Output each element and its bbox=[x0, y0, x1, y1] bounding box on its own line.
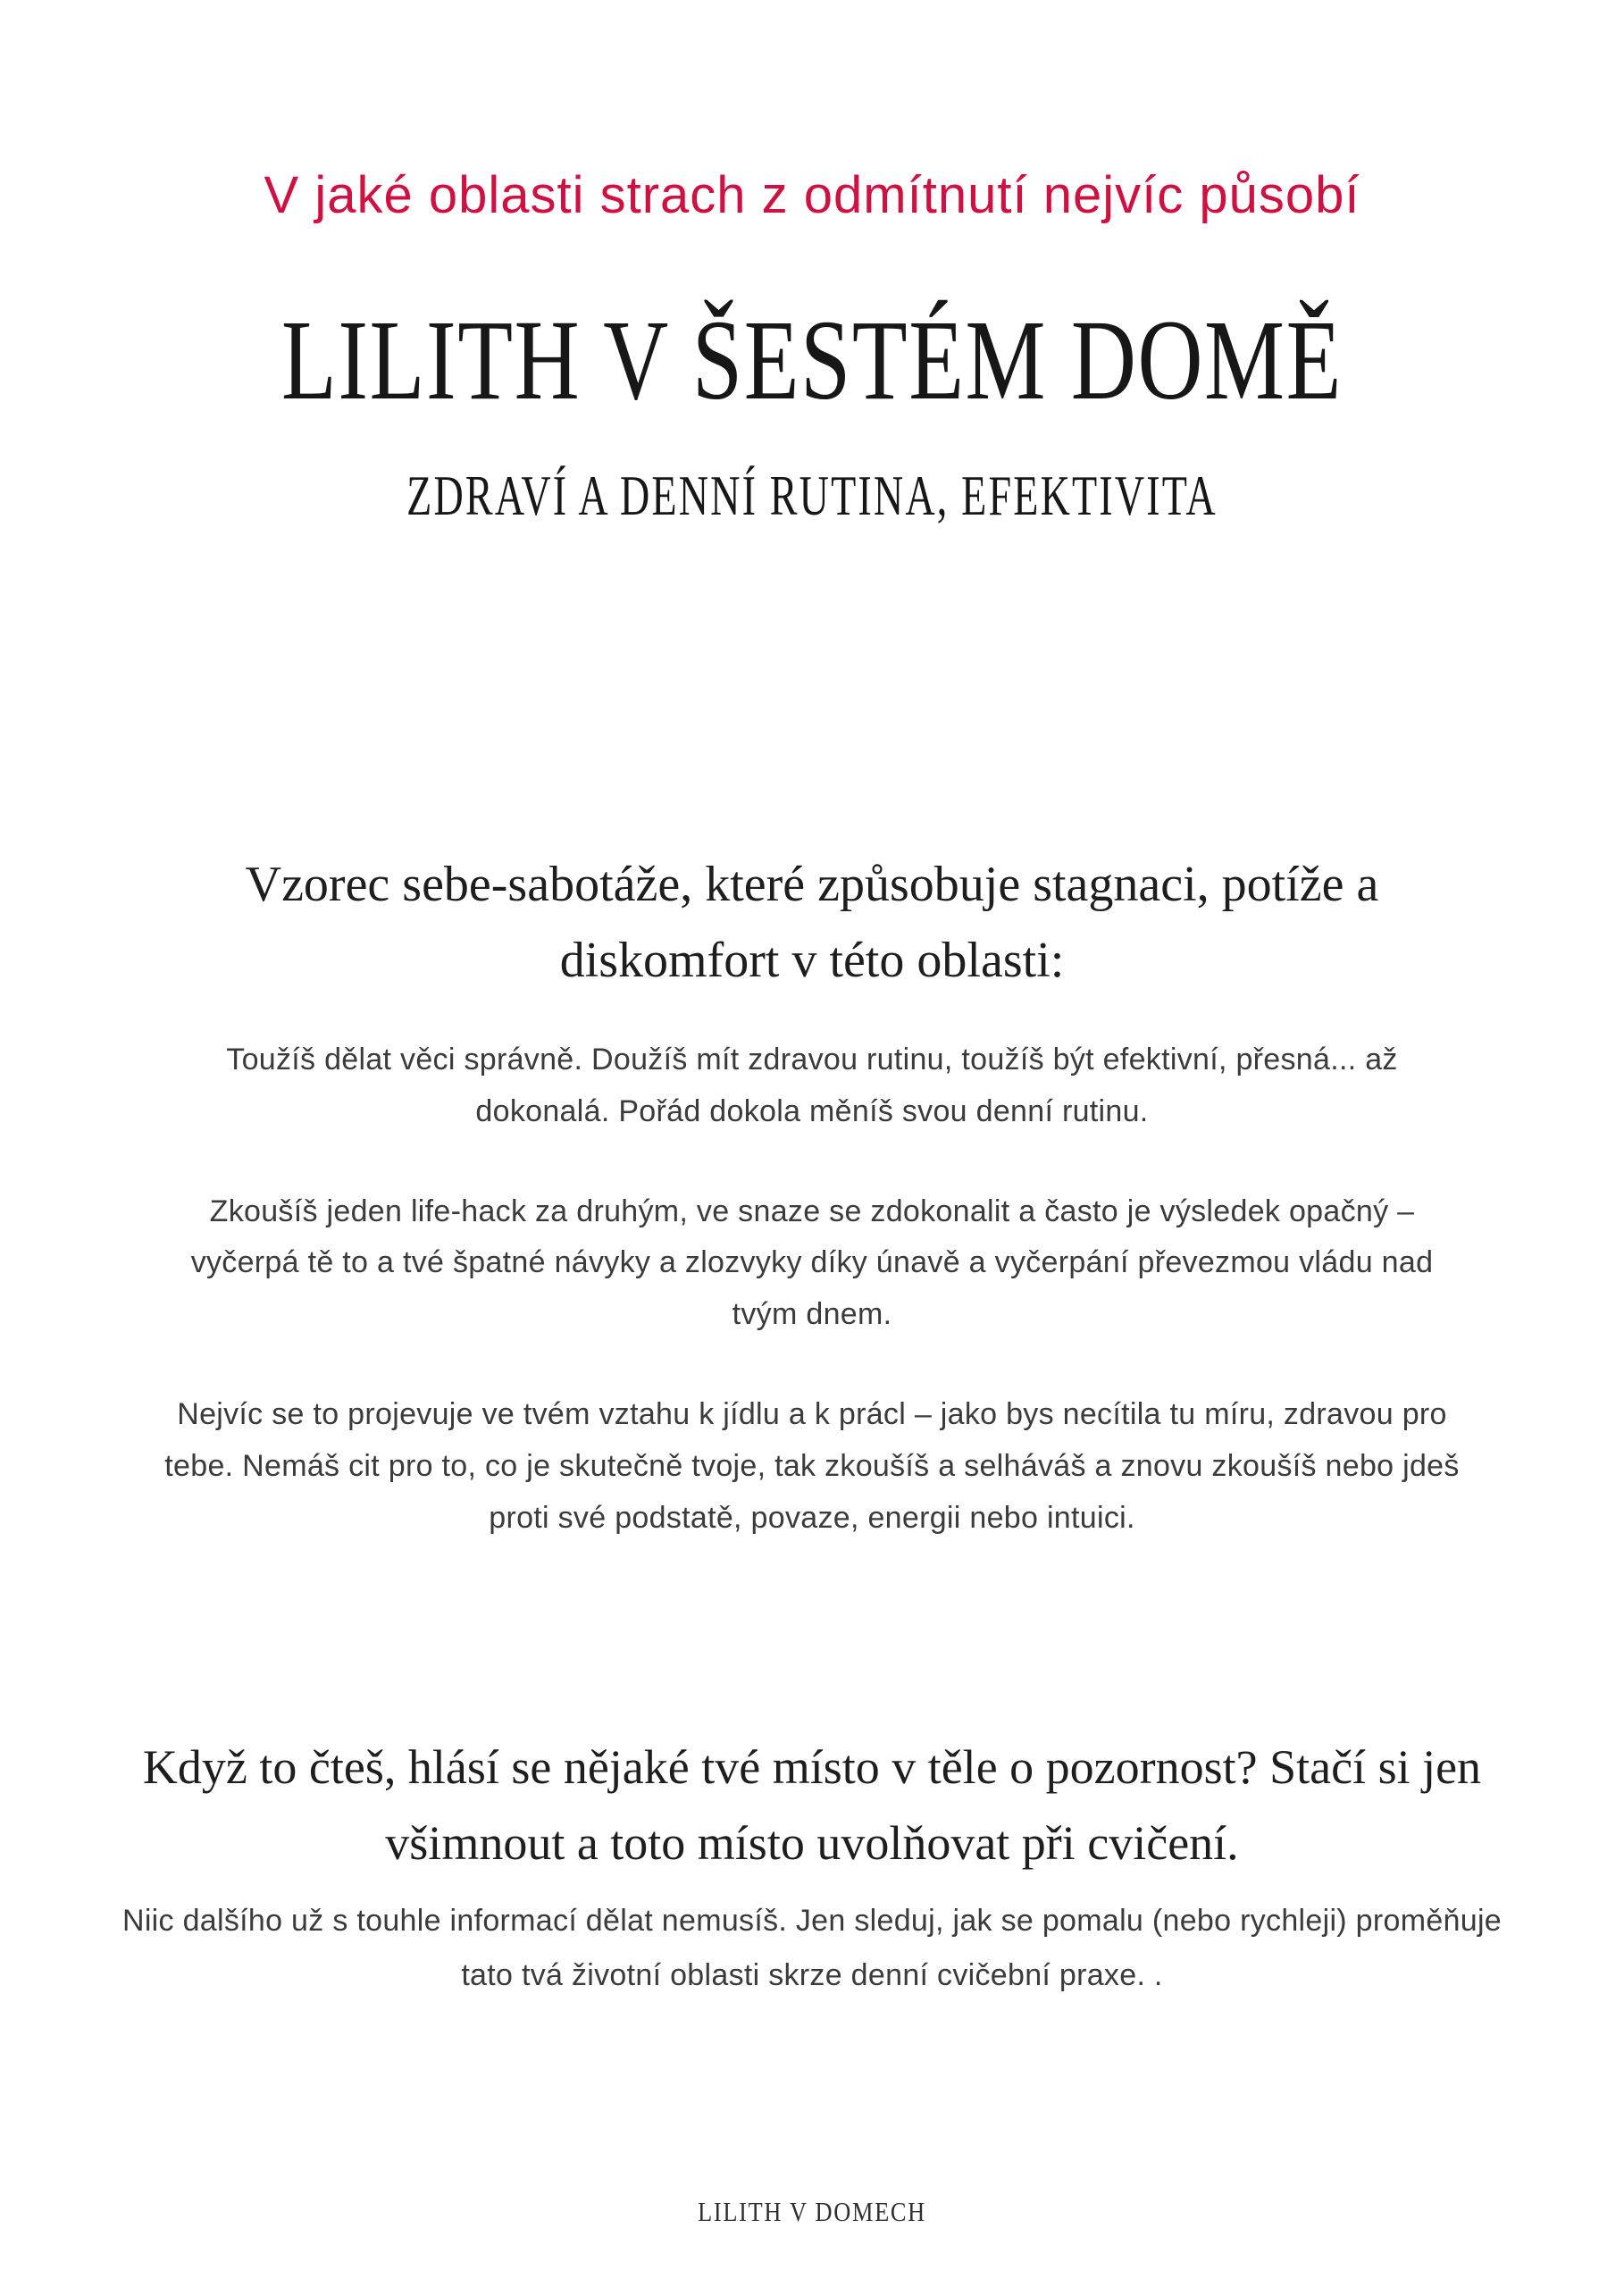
closing-heading: Když to čteš, hlásí se nějaké tvé místo v těle o pozornost? Stačí si jen všimnout a toto místo uvolňovat při cvičení. bbox=[142, 1740, 1482, 1871]
footer-label: LILITH V DOMECH bbox=[698, 2196, 926, 2227]
kicker-heading: V jaké oblasti strach z odmítnutí nejvíc působí bbox=[264, 166, 1360, 224]
body-paragraph-1: Toužíš dělat věci správně. Doužíš mít zdravou rutinu, toužíš být efektivní, přesná... až dokonalá. Pořád dokola měníš svou denní rutinu. bbox=[226, 1043, 1398, 1128]
body-paragraph-3: Nejvíc se to projevuje ve tvém vztahu k jídlu a k prácl – jako bys necítila tu míru, zdravou pro tebe. Nemáš cit pro to, co je skutečně tvoje, tak zkoušíš a selháváš a znovu zkoušíš nebo jdeš proti své podstatě, povaze, energii nebo intuici. bbox=[164, 1396, 1460, 1535]
body-paragraph-2: Zkoušíš jeden life-hack za druhým, ve snaze se zdokonalit a často je výsledek opačný – vyčerpá tě to a tvé špatné návyky a zlozvyky díky únavě a vyčerpání převezmou vládu nad tvým dnem. bbox=[190, 1194, 1434, 1332]
section-heading: Vzorec sebe-sabotáže, které způsobuje stagnaci, potíže a diskomfort v této oblasti: bbox=[245, 857, 1379, 989]
closing-paragraph: Niic dalšího už s touhle informací dělat nemusíš. Jen sleduj, jak se pomalu (nebo rychleji) proměňuje tato tvá životní oblasti skrze denní cvičební praxe. . bbox=[121, 1904, 1503, 1993]
body-copy bbox=[160, 1035, 1464, 1544]
page-title: LILITH V ŠESTÉM DOMĚ bbox=[281, 297, 1343, 423]
page-subtitle: ZDRAVÍ A DENNÍ RUTINA, EFEKTIVITA bbox=[406, 464, 1218, 527]
